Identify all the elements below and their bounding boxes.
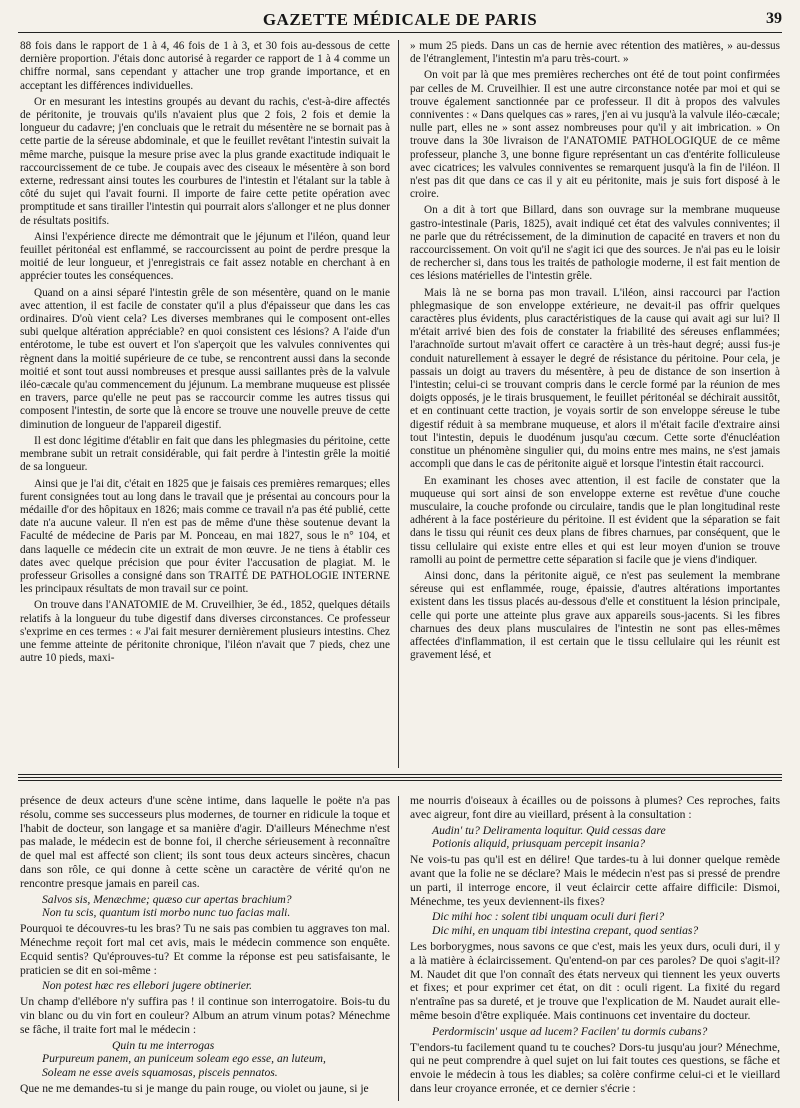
page-number: 39 xyxy=(766,10,782,27)
paragraph: » mum 25 pieds. Dans un cas de hernie avec rétention des matières, » au-dessus de l'étranglement, l'intestin m'a paru très-court. » xyxy=(410,40,780,66)
feuilleton-divider xyxy=(398,796,399,1101)
paragraph: me nourris d'oiseaux à écailles ou de poissons à plumes? Ces reproches, faits avec aigreur, font dire au vieillard, présent à la consultation : xyxy=(410,794,780,821)
verse-line: Quin tu me interrogas xyxy=(112,1038,215,1052)
paragraph: Quand on a ainsi séparé l'intestin grêle de son mésentère, quand on le manie avec attention, il est facile de constater qu'il a plus d'épaisseur que dans les cas ordinaires. D'où vient cela? Les diverses membranes qui le composent ont-elles subi quelque altération appréciable? en quoi consistent ces lésions? A l'aide d'un entérotome, le tube est ouvert et l'on s'aperçoit que les valvules conniventes qui règnent dans la moitié supérieure de ce tube, se rencontrent aussi dans la seconde moitié et sont tout aussi nombreuses et presque aussi saillantes près de la valvule iléo-cæcale qu'au commencement du jéjunum. La membrane muqueuse est plissée en travers, parce qu'elle ne peut pas se raccourcir comme les autres tissus qui composent l'intestin, de sorte que là encore se trouve une nouvelle preuve de cette diminution de longueur de l'appareil digestif. xyxy=(20,286,390,431)
latin-verse xyxy=(42,1039,390,1080)
column-divider xyxy=(398,40,399,768)
feuilleton-rule-thin xyxy=(18,780,782,781)
paragraph: Ainsi que je l'ai dit, c'était en 1825 que je faisais ces premières remarques; elles furent consignées tout au long dans le travail que je présentai au concours pour la médaille d'or des hôpitaux en 1826; mais comme ce travail n'a pas été publié, cette date n'a aucune valeur. Il n'en est pas de même d'une thèse soutenue devant la Faculté de médecine de Paris par M. Ponceau, en mai 1827, sous le n° 104, et dans laquelle ce médecin cite un extrait de mon œuvre. Je ne tiens à établir ces dates avec quelque précision que pour éviter l'accusation de plagiat. M. le professeur Grisolles a consigné dans son TRAITÉ DE PATHOLOGIE INTERNE les principaux résultats de mon travail sur ce point. xyxy=(20,477,390,596)
paragraph: En examinant les choses avec attention, il est facile de constater que la muqueuse qui sort ainsi de son enveloppe externe est revêtue d'une couche musculaire, la couche profonde ou circulaire, tandis que le plan longitudinal reste adhérent à la face postérieure du péritoine. Il est évident que la séparation se fait dans le tissu qui réunit ces deux plans de fibres charnues, par conséquent, que le tissu cellulaire qui existe entre elles et qui est leur moyen d'union se trouve ramolli au point de permettre cette séparation si facile que je viens d'indiquer. xyxy=(410,474,780,566)
verse-line: Dic mihi hoc : solent tibi unquam oculi duri fieri? xyxy=(432,910,665,924)
journal-title: GAZETTE MÉDICALE DE PARIS xyxy=(262,10,538,29)
header-rule xyxy=(18,32,782,33)
latin-verse xyxy=(432,1025,780,1039)
paragraph: On voit par là que mes premières recherches ont été de tout point confirmées par celles de M. Cruveilhier. Il est une autre circonstance notée par moi et qui se trouve également sanctionnée par ce professeur. Il dit à propos des valvules conniventes : « Dans quelques cas » rares, j'en ai vu jusqu'à la valvule iléo-cæcale; nulle part, elles ne » sont assez nombreuses pour qu'il y ait imbrication. » On trouve dans la 30e livraison de l'ANATOMIE PATHOLOGIQUE de ce même professeur, planche 3, une bonne figure représentant un cas d'entérite folliculeuse avec cicatrices; les valvules conniventes se remarquent jusqu'à la fin de l'iléon. Il n'est pas dit que dans ce cas il y ait eu péritonite, mais je suis fort disposé à le croire. xyxy=(410,69,780,201)
verse-line: Potionis aliquid, priusquam percepit insania? xyxy=(432,837,646,851)
verse-line: Non tu scis, quantum isti morbo nunc tuo facias mali. xyxy=(42,906,291,920)
paragraph: T'endors-tu facilement quand tu te couches? Dors-tu jusqu'au jour? Ménechme, qui ne peut comprendre à quel sujet on lui fait toutes ces questions, se fâche et envoie le médecin à tous les diables; sa colère confirme celui-ci et le vieillard dans leur croyance erronée, et ce dernier s'écrie : xyxy=(410,1040,780,1095)
latin-verse xyxy=(42,893,390,921)
paragraph: 88 fois dans le rapport de 1 à 4, 46 fois de 1 à 3, et 30 fois au-dessous de cette dernière proportion. J'étais donc autorisé à regarder ce rapport de 1 à 4 comme un chiffre normal, sans cependant y attacher une trop grande importance, et en acceptant les différences individuelles. xyxy=(20,40,390,92)
paragraph: Or en mesurant les intestins groupés au devant du rachis, c'est-à-dire affectés de péritonite, je trouvais qu'ils n'avaient plus que 2 fois, 2 fois et demie la longueur du cadavre; j'en concluais que le retrait du mésentère ne se bornait pas à cette partie de la séreuse abdominale, et que le feuillet revêtant l'intestin suivait la même marche, puisque la mesure prise avec la plus grande exactitude indiquait le raccourcissement de ce tube. Je coupais avec des ciseaux le mésentère à son bord externe, redressant ainsi toutes les courbures de l'intestin et l'étalant sur la table à côté du sujet qui l'avait fourni. Il importe de faire cette petite opération avec promptitude et sans tirailler l'intestin qui pourrait alors s'allonger et ne plus donner de résultats positifs. xyxy=(20,95,390,227)
paragraph: Les borborygmes, nous savons ce que c'est, mais les yeux durs, oculi duri, il y a là matière à éclaircissement. Qu'entend-on par ces paroles? De quoi s'agit-il? M. Naudet dit que l'on connaît des états nerveux qui tiennent les yeux ouverts et fixes; et pour exprimer cet état, on dit : oculi rigent. La fixité du regard n'entraîne pas sa dureté, et je trouve que l'explication de M. Naudet aurait elle-même besoin d'être expliquée. Mais continuons cet inventaire du docteur. xyxy=(410,939,780,1022)
paragraph: On trouve dans l'ANATOMIE de M. Cruveilhier, 3e éd., 1852, quelques détails relatifs à la longueur du tube digestif dans diverses circonstances. Ce professeur s'exprime en ces termes : « J'ai fait mesurer dernièrement plusieurs intestins. Chez une femme atteinte de péritonite chronique, l'iléon n'avait que 7 pieds, chez une autre 10 pieds, maxi- xyxy=(20,599,390,665)
paragraph: Il est donc légitime d'établir en fait que dans les phlegmasies du péritoine, cette membrane subit un retrait considérable, qui fait perdre à l'intestin grêle la moitié de sa longueur. xyxy=(20,434,390,474)
right-column xyxy=(410,40,780,768)
paragraph: On a dit à tort que Billard, dans son ouvrage sur la membrane muqueuse gastro-intestinale (Paris, 1825), avait indiqué cet état des valvules conniventes; il ne parle que du rétrécissement, de la diminution de capacité en travers et non du raccourcissement. On voit qu'il ne s'agit ici que des sources. Je n'ai pas eu le loisir de rechercher si, dans tous les traités de pathologie moderne, il est fait mention de ces lésions matérielles de l'intestin grêle. xyxy=(410,204,780,283)
paragraph: présence de deux acteurs d'une scène intime, dans laquelle le poëte n'a pas résolu, comme ses successeurs plus modernes, de tourner en ridicule la toque et l'habit de docteur, son langage et sa manière d'agir. D'ailleurs Ménechme n'est pas malade, le médecin est de bonne foi, il cherche sérieusement à reconnaître de quel mal est affecté son client; ils sont tous deux acteurs sincères, chacun dans son rôle, ce qui donne à cette scène un caractère de vérité qu'on ne rencontre presque jamais en pareil cas. xyxy=(20,794,390,890)
verse-line: Perdormiscin' usque ad lucem? Facilen' tu dormis cubans? xyxy=(432,1024,708,1038)
paragraph: Un champ d'ellébore n'y suffira pas ! il continue son interrogatoire. Bois-tu du vin blanc ou du vin fort en couleur? Album an atrum vinum potas? Ménechme se fâche, il traite fort mal le médecin : xyxy=(20,995,390,1036)
verse-line: Salvos sis, Menæchme; quæso cur apertas brachium? xyxy=(42,892,292,906)
left-column xyxy=(20,40,390,768)
paragraph: Ainsi l'expérience directe me démontrait que le jéjunum et l'iléon, quand leur feuillet péritonéal est enflammé, se raccourcissent au point de perdre presque la moitié de leur longueur, et j'enregistrais ce fait assez notable en cherchant à en apprécier toutes les conséquences. xyxy=(20,230,390,283)
verse-line: Non potest hæc res ellebori jugere obtinerier. xyxy=(42,979,253,993)
verse-line: Purpureum panem, an puniceum soleam ego esse, an luteum, xyxy=(42,1052,326,1066)
feuilleton-right-column xyxy=(410,794,780,1104)
verse-line: Audin' tu? Deliramenta loquitur. Quid cessas dare xyxy=(432,823,666,837)
verse-line: Soleam ne esse aveis squamosas, pisceis pennatos. xyxy=(42,1066,278,1080)
latin-verse xyxy=(42,979,390,993)
verse-line: Dic mihi, en unquam tibi intestina crepant, quod sentias? xyxy=(432,924,699,938)
paragraph: Mais là ne se borna pas mon travail. L'iléon, ainsi raccourci par l'action phlegmasique de son enveloppe extérieure, ne devait-il pas offrir quelques caractères plus évidents, plus caractéristiques de la cause qui avait agi sur lui? Il m'était arrivé bien des fois de constater la friabilité des séreuses enflammées; l'arachnoïde surtout m'avait offert ce caractère à un très-haut degré; aussi fus-je conduit naturellement à essayer le degré de résistance du péritoine. Pour cela, je passais un doigt au travers du mésentère, à peu de distance de son insertion à l'intestin; celui-ci se trouvant compris dans le cercle formé par la réunion de mes doigts opposés, je le tirais brusquement, le feuillet péritonéal se déchirait aussitôt, et en continuant cette traction, je voyais sortir de son enveloppe séreuse le tube digestif réduit à sa membrane muqueuse, et alors il m'était facile d'extraire ainsi tout l'intestin, depuis le duodénum jusqu'au cœcum. Cette sorte d'énucléation constitue un phénomène singulier qui, du moins entre mes mains, ne s'est jamais accompli que dans le cas de péritonite aiguë et lorsque l'intestin était raccourci. xyxy=(410,286,780,471)
paragraph: Ne vois-tu pas qu'il est en délire! Que tardes-tu à lui donner quelque remède avant que la folie ne se déclare? Mais le médecin n'est pas si pressé de prendre un parti, il interroge encore, il veut éclaircir cette affaire difficile: Dismoi, Ménechme, tes yeux deviennent-ils fixes? xyxy=(410,853,780,908)
feuilleton-left-column xyxy=(20,794,390,1104)
paragraph: Pourquoi te découvres-tu les bras? Tu ne sais pas combien tu aggraves ton mal. Ménechme reçoit fort mal cet avis, mais le médecin commence son enquête. Ecquid sentis? Qu'éprouves-tu? Et comme la réponse est peu satisfaisante, le praticien se dit en soi-même : xyxy=(20,922,390,977)
feuilleton-rule xyxy=(18,774,782,778)
paragraph: Que ne me demandes-tu si je mange du pain rouge, ou violet ou jaune, si je xyxy=(20,1081,369,1095)
latin-verse xyxy=(432,910,780,938)
paragraph: Ainsi donc, dans la péritonite aiguë, ce n'est pas seulement la membrane séreuse qui est enflammée, rouge, épaissie, d'autres altérations importantes existent dans les tissus placés au-dessous d'elle et constituent la lésion principale, celle qui porte une atteinte plus grave aux appareils sous-jacents. Si les fibres charnues des deux plans musculaires de l'intestin ne sont pas elles-mêmes affectées d'inflammation, il est certain que le tissu cellulaire qui les réunit est gravement lésé, et xyxy=(410,569,780,662)
latin-verse xyxy=(432,824,780,852)
